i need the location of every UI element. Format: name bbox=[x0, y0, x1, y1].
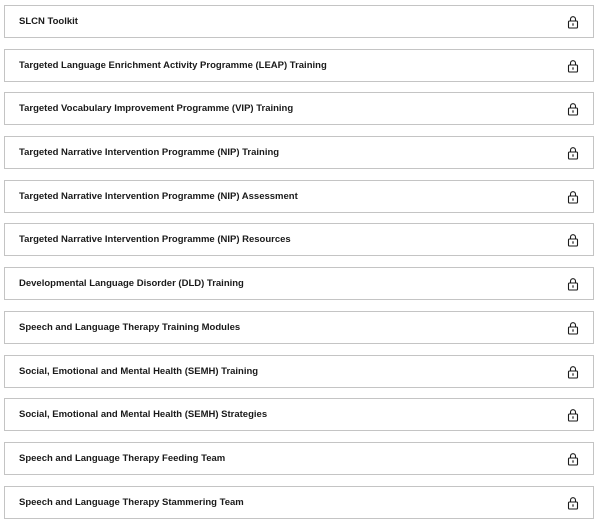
item-label: Targeted Vocabulary Improvement Programme (VIP) Training bbox=[19, 103, 294, 114]
lock-icon bbox=[567, 408, 579, 422]
lock-icon bbox=[567, 59, 579, 73]
item-label: Targeted Narrative Intervention Programme (NIP) Training bbox=[19, 147, 280, 158]
list-item-salt-feeding-team[interactable] bbox=[4, 442, 594, 475]
lock-icon bbox=[567, 102, 579, 116]
item-label: Targeted Narrative Intervention Programme (NIP) Assessment bbox=[19, 191, 298, 202]
list-item-leap-training[interactable] bbox=[4, 49, 594, 82]
item-label: Targeted Language Enrichment Activity Programme (LEAP) Training bbox=[19, 60, 327, 71]
list-item-vip-training[interactable] bbox=[4, 92, 594, 125]
lock-icon bbox=[567, 277, 579, 291]
lock-icon bbox=[567, 233, 579, 247]
item-label: Social, Emotional and Mental Health (SEMH) Strategies bbox=[19, 409, 268, 420]
lock-icon bbox=[567, 452, 579, 466]
item-label: Speech and Language Therapy Training Modules bbox=[19, 322, 241, 333]
list-item-nip-resources[interactable] bbox=[4, 223, 594, 256]
list-item-semh-training[interactable] bbox=[4, 355, 594, 388]
item-label: Targeted Narrative Intervention Programme (NIP) Resources bbox=[19, 234, 291, 245]
lock-icon bbox=[567, 15, 579, 29]
lock-icon bbox=[567, 190, 579, 204]
lock-icon bbox=[567, 146, 579, 160]
item-label: Speech and Language Therapy Stammering Team bbox=[19, 497, 244, 508]
list-item-slcn-toolkit[interactable] bbox=[4, 5, 594, 38]
lock-icon bbox=[567, 365, 579, 379]
item-label: Developmental Language Disorder (DLD) Training bbox=[19, 278, 244, 289]
list-item-nip-training[interactable] bbox=[4, 136, 594, 169]
list-item-salt-training-modules[interactable] bbox=[4, 311, 594, 344]
item-label: SLCN Toolkit bbox=[19, 16, 78, 27]
lock-icon bbox=[567, 321, 579, 335]
list-item-salt-stammering-team[interactable] bbox=[4, 486, 594, 519]
list-item-semh-strategies[interactable] bbox=[4, 398, 594, 431]
lock-icon bbox=[567, 496, 579, 510]
list-item-dld-training[interactable] bbox=[4, 267, 594, 300]
list-item-nip-assessment[interactable] bbox=[4, 180, 594, 213]
item-label: Speech and Language Therapy Feeding Team bbox=[19, 453, 226, 464]
item-label: Social, Emotional and Mental Health (SEMH) Training bbox=[19, 366, 259, 377]
